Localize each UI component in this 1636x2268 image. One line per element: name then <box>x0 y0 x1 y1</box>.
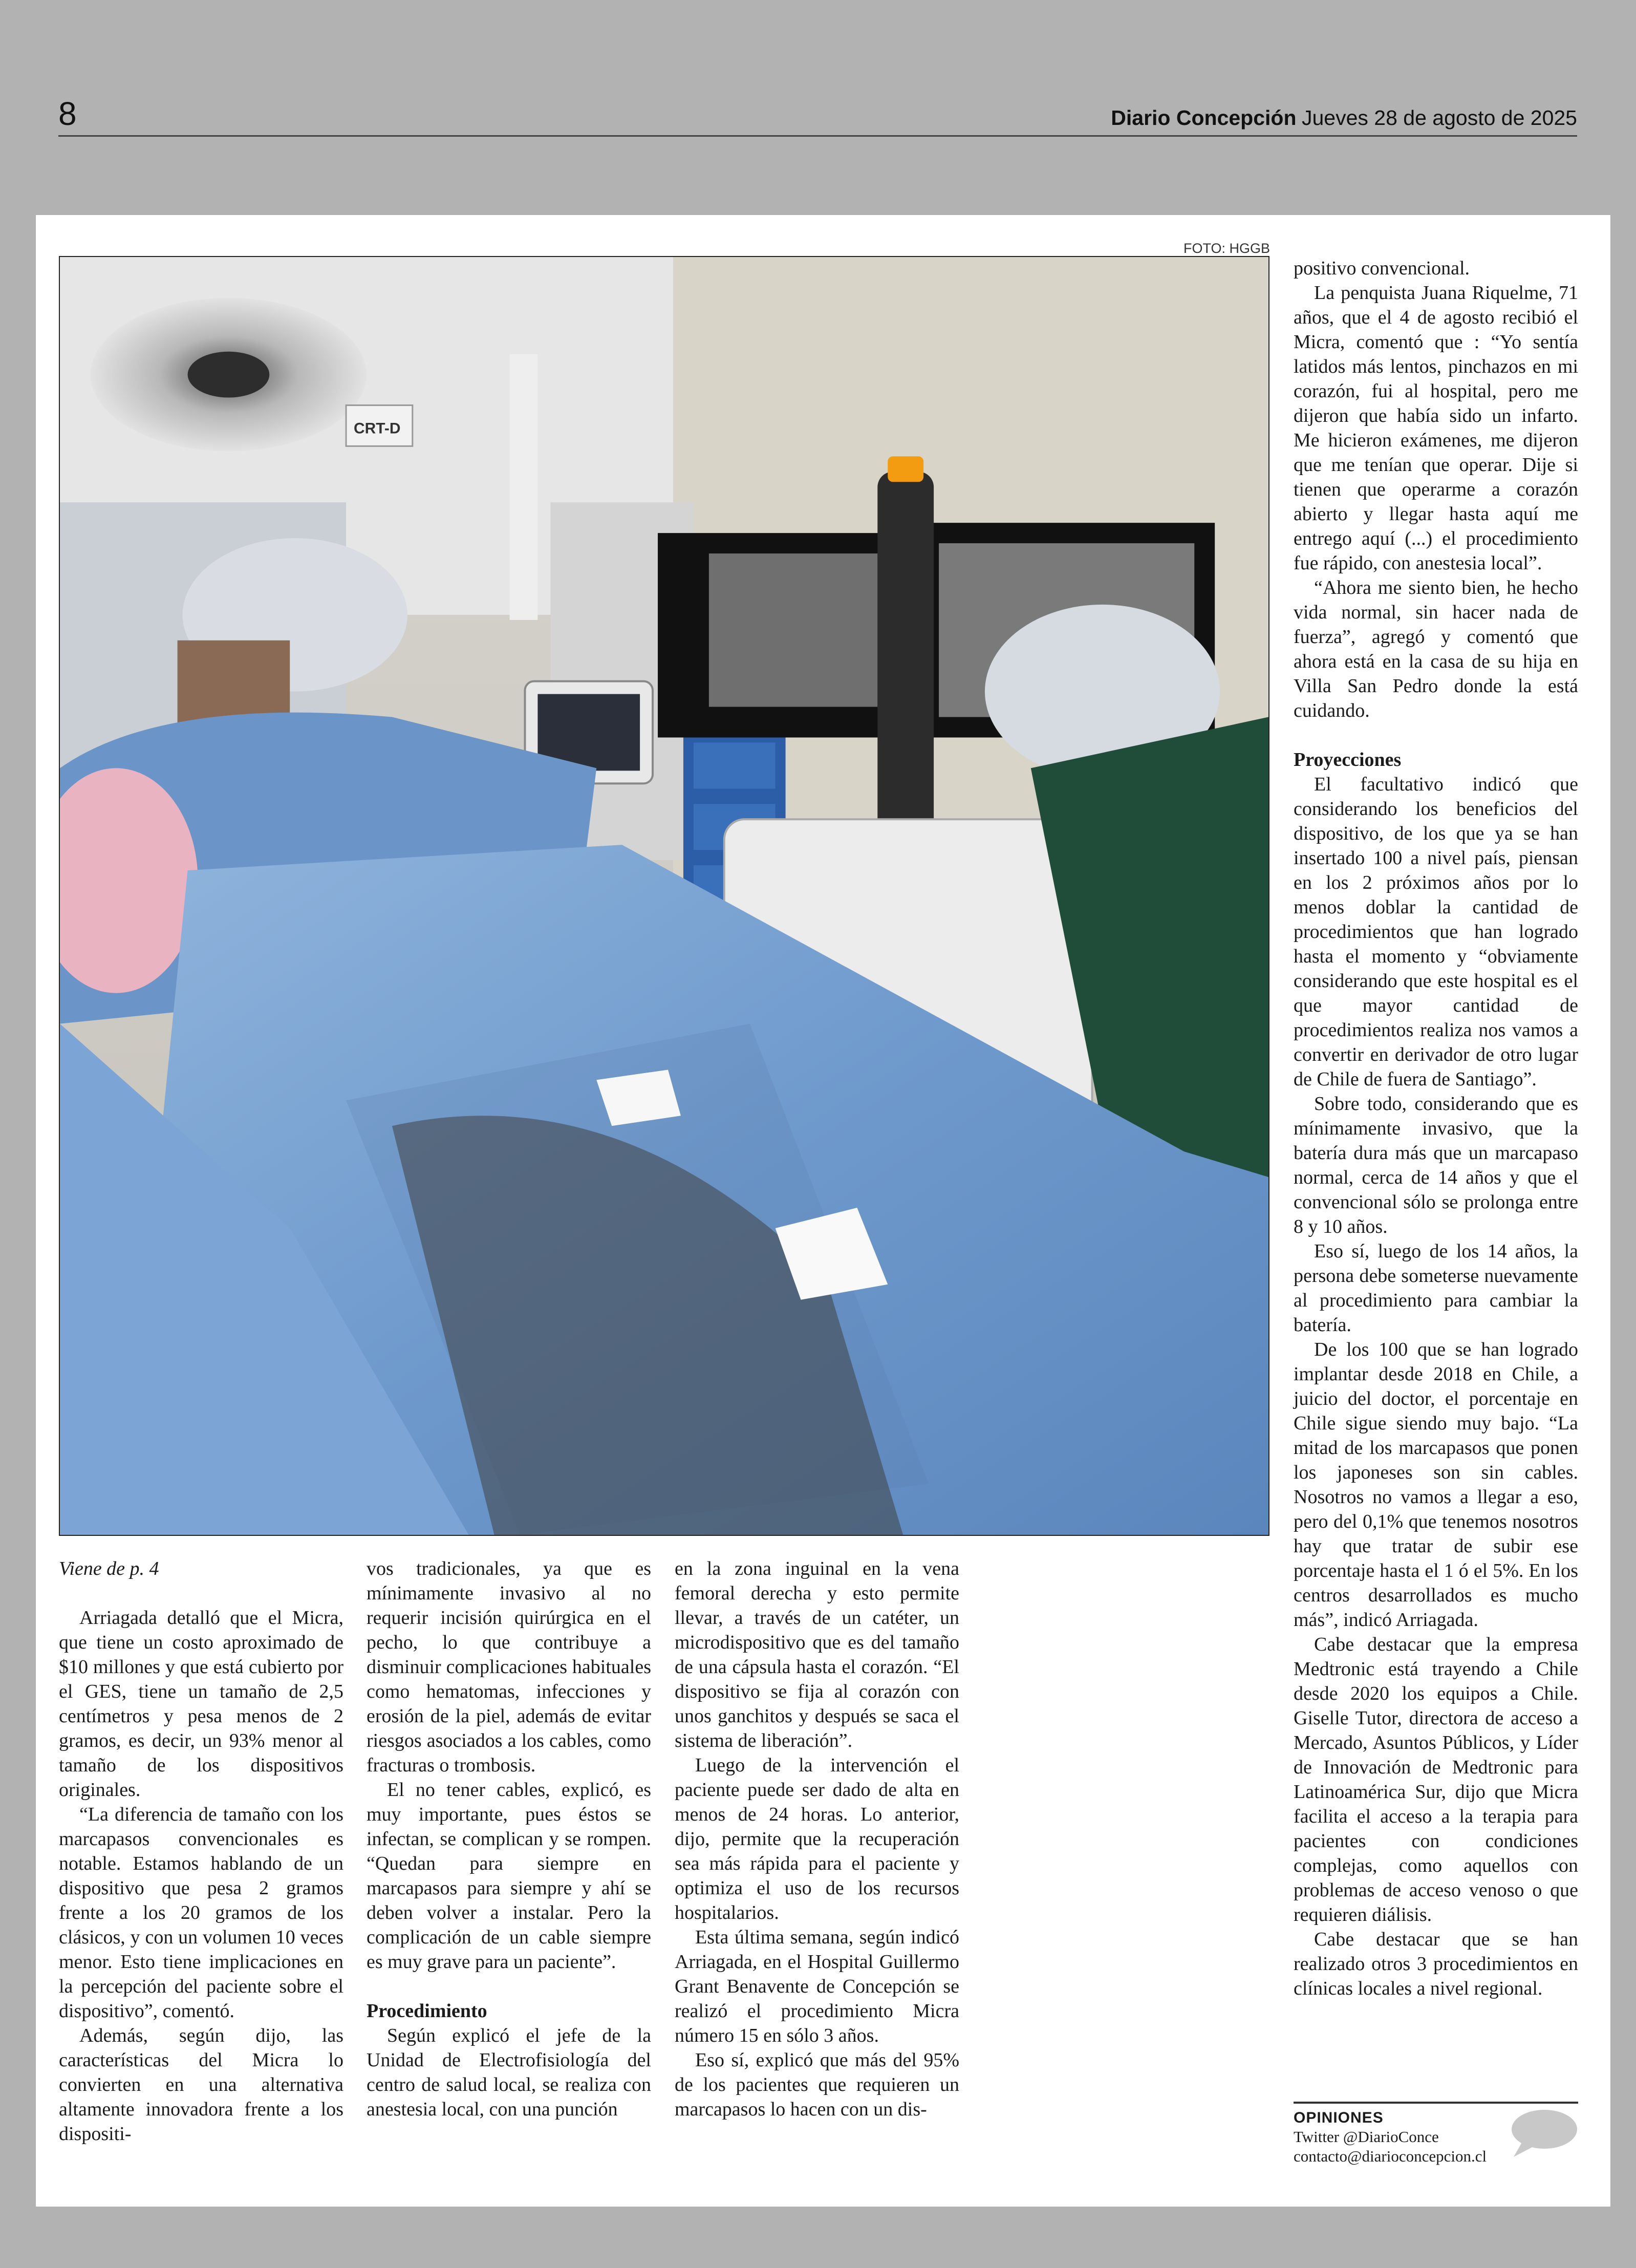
masthead <box>1111 108 1577 129</box>
header-rule <box>58 135 1577 137</box>
subheading-procedimiento: Procedimiento <box>367 2000 487 2022</box>
paragraph: positivo convencional. <box>1294 258 1470 279</box>
paragraph: Eso sí, explicó que más del 95% de los pacientes que requieren un marcapasos lo hacen con un dis- <box>675 2049 959 2120</box>
article-column-1 <box>59 1556 343 2146</box>
paragraph: “La diferencia de tamaño con los marcapasos convencionales es notable. Estamos hablando de un dispositivo que pesa 2 gramos frente a los 20 gramos de los clásicos, y con un volumen 10 veces menor. Esto tiene implicaciones en la percepción del paciente sobre el dispositivo”, comentó. <box>59 1804 343 2022</box>
contact-email[interactable]: contacto@diarioconcepcion.cl <box>1294 2147 1487 2165</box>
continued-from-note: Viene de p. 4 <box>59 1558 159 1579</box>
twitter-handle[interactable]: Twitter @DiarioConce <box>1294 2128 1439 2146</box>
paragraph: Eso sí, luego de los 14 años, la persona debe someterse nuevamente al procedimiento para cambiar la batería. <box>1294 1240 1578 1336</box>
paragraph: El no tener cables, explicó, es muy importante, pues éstos se infectan, se complican y se rompen. “Quedan para siempre en marcapasos para siempre y ahí se deben volver a instalar. Pero la complicación de un cable siempre es muy grave para un paciente”. <box>367 1779 651 1973</box>
photo-credit: FOTO: HGGB <box>1183 241 1270 256</box>
paragraph: Esta última semana, según indicó Arriagada, en el Hospital Guillermo Grant Benavente de Concepción se realizó el procedimiento Micra número 15 en sólo 3 años. <box>675 1927 959 2046</box>
publication-name: Diario Concepción <box>1111 106 1297 130</box>
paragraph: Cabe destacar que la empresa Medtronic está trayendo a Chile desde 2020 los equipos a Chile. Giselle Tutor, directora de acceso a Mercado, Asuntos Públicos, y Líder de Innovación de Medtronic para Latinoamérica Sur, dijo que Micra facilita el acceso a la terapia para pacientes con condiciones complejas, como aquellos con problemas de acceso venoso o que requieren diálisis. <box>1294 1634 1578 1925</box>
page-number: 8 <box>58 95 77 132</box>
paragraph: Según explicó el jefe de la Unidad de Electrofisiología del centro de salud local, se realiza con anestesia local, con una punción <box>367 2025 651 2120</box>
publication-date: Jueves 28 de agosto de 2025 <box>1302 106 1577 130</box>
operating-room-illustration <box>60 257 1268 1535</box>
paragraph: Arriagada detalló que el Micra, que tiene un costo aproximado de $10 millones y que está cubierto por el GES, tiene un tamaño de 2,5 centímetros y pesa menos de 2 gramos, es decir, un 93% menor al tamaño de los dispositivos originales. <box>59 1607 343 1801</box>
article-column-2 <box>367 1556 651 2122</box>
paragraph: La penquista Juana Riquelme, 71 años, que el 4 de agosto recibió el Micra, comentó que : “Yo sentía latidos más lentos, pinchazos en mi corazón, fui al hospital, pero me dijeron que había sido un infarto. Me hicieron exámenes, me dijeron que me tenían que operar. Dije si tienen que operarme a corazón abierto y llegar hasta aquí me entrego aquí (...) el procedimiento fue rápido, con anestesia local”. <box>1294 282 1578 574</box>
speech-bubble-icon <box>1506 2108 1578 2159</box>
article-column-3 <box>675 1556 959 2122</box>
crt-d-label: CRT-D <box>354 420 401 437</box>
paragraph: Cabe destacar que se han realizado otros 3 procedimientos en clínicas locales a nivel regional. <box>1294 1929 1578 1999</box>
opinions-title: OPINIONES <box>1294 2109 1384 2126</box>
paragraph: De los 100 que se han logrado implantar desde 2018 en Chile, a juicio del doctor, el porcentaje en Chile sigue siendo muy bajo. “La mitad de los marcapasos que ponen los japoneses son sin cables. Nosotros no vamos a llegar a eso, pero del 0,1% que tenemos nosotros hay que tratar de subir ese porcentaje hasta el 1 ó el 5%. En los centros desarrollados es mucho más”, indicó Arriagada. <box>1294 1339 1578 1631</box>
paragraph: Luego de la intervención el paciente puede ser dado de alta en menos de 24 horas. Lo anterior, dijo, permite que la recuperación sea más rápida para el paciente y optimiza el uso de los recursos hospitalarios. <box>675 1755 959 1923</box>
paragraph: El facultativo indicó que considerando los beneficios del dispositivo, de los que ya se han insertado 100 a nivel país, piensan en los 2 próximos años por lo menos doblar la cantidad de procedimientos que han logrado hasta el momento y “obviamente considerando que este hospital es el que mayor cantidad de procedimientos realiza nos vamos a convertir en derivador de otro lugar de Chile de fuera de Santiago”. <box>1294 774 1578 1090</box>
paragraph: vos tradicionales, ya que es mínimamente invasivo al no requerir incisión quirúrgica en el pecho, lo que contribuye a disminuir complicaciones habituales como hematomas, infecciones y erosión de la piel, además de evitar riesgos asociados a los cables, como fracturas o trombosis. <box>367 1558 651 1776</box>
paragraph: en la zona inguinal en la vena femoral derecha y esto permite llevar, a través de un catéter, un microdispositivo que es del tamaño de una cápsula hasta el corazón. “El dispositivo se fija al corazón con unos ganchitos y después se saca el sistema de liberación”. <box>675 1558 959 1751</box>
paragraph: “Ahora me siento bien, he hecho vida normal, sin hacer nada de fuerza”, agregó y comentó que ahora está en la casa de su hija en Villa San Pedro donde la está cuidando. <box>1294 577 1578 721</box>
opinions-rule <box>1294 2102 1578 2104</box>
article-column-4 <box>1294 256 1578 2001</box>
subheading-proyecciones: Proyecciones <box>1294 749 1402 771</box>
paragraph: Además, según dijo, las características del Micra lo convierten en una alternativa altamente innovadora frente a los dispositi- <box>59 2025 343 2145</box>
opinions-box <box>1294 2102 1578 2166</box>
article-photo <box>59 256 1269 1536</box>
paragraph: Sobre todo, considerando que es mínimamente invasivo, que la batería dura más que un marcapaso normal, cerca de 14 años y que el convencional sólo se prolonga entre 8 y 10 años. <box>1294 1093 1578 1237</box>
